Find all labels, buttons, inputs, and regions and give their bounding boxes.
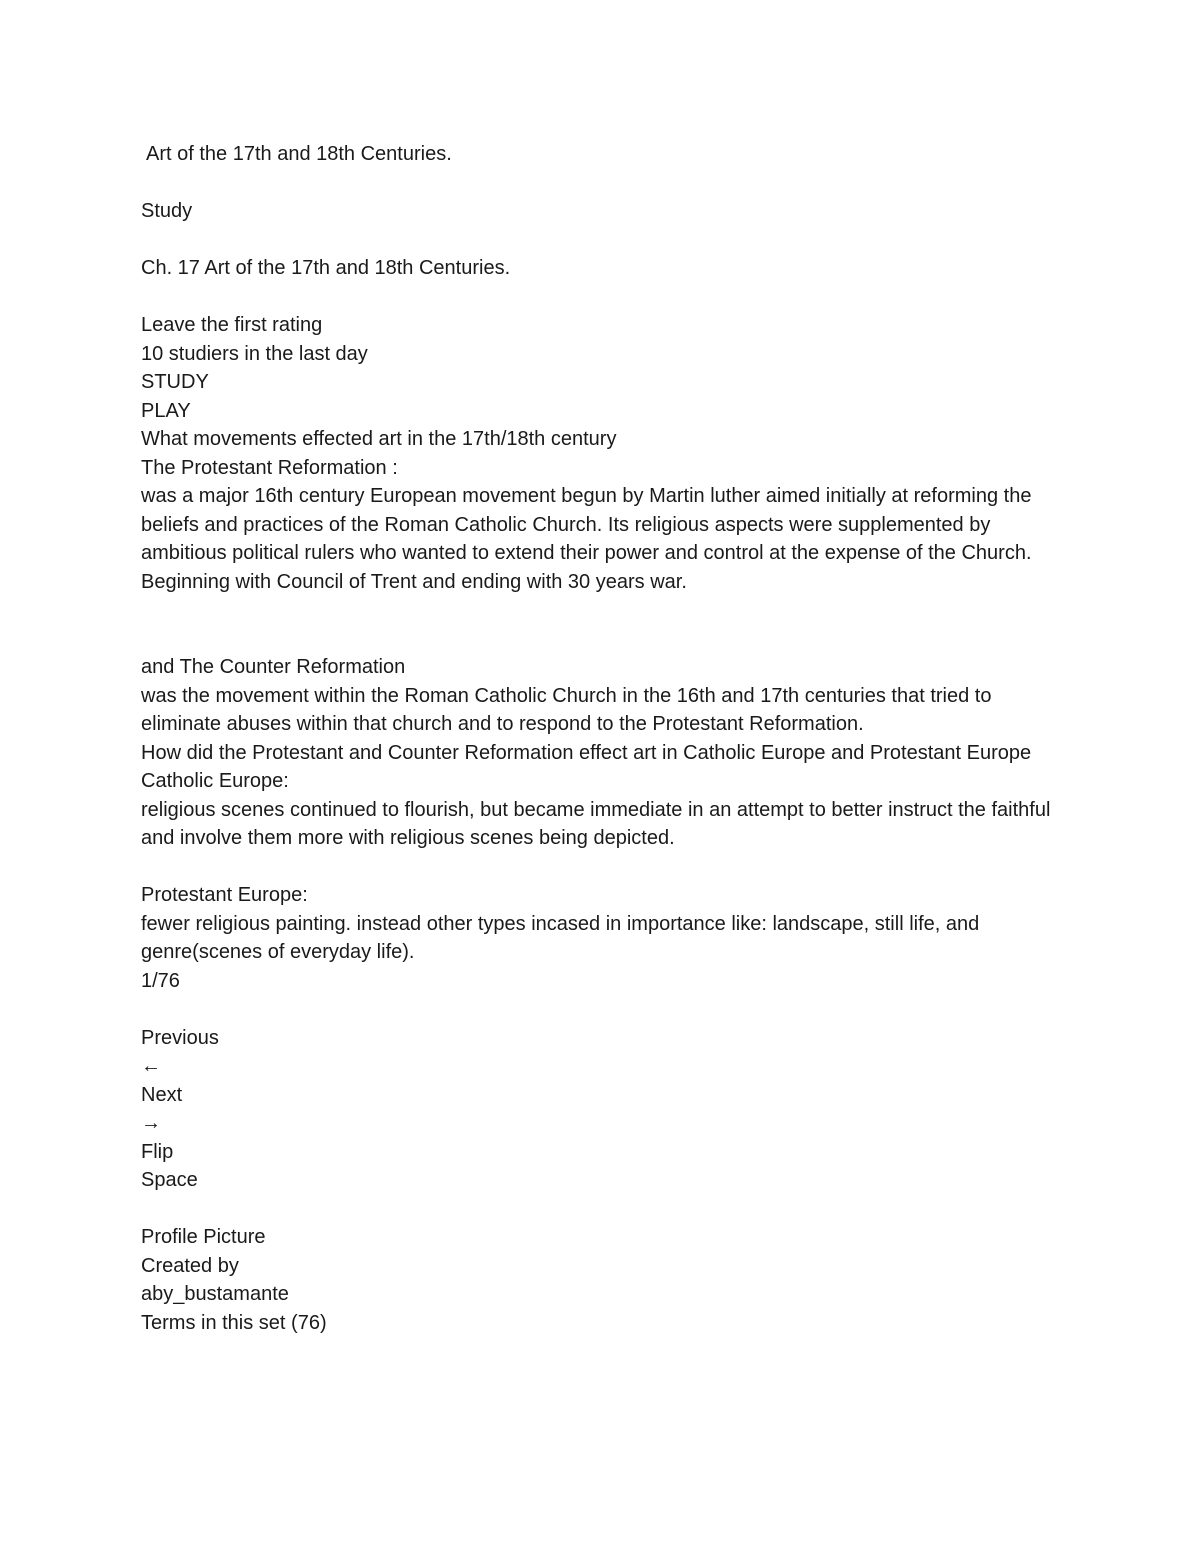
spacer xyxy=(141,995,1071,1024)
spacer xyxy=(141,169,1071,198)
study-mode-button[interactable]: STUDY xyxy=(141,371,209,393)
answer-heading-counter-reformation: and The Counter Reformation xyxy=(141,656,406,678)
catholic-europe-heading: Catholic Europe: xyxy=(141,770,289,792)
studiers-count: 10 studiers in the last day xyxy=(141,342,368,365)
terms-count: Terms in this set (76) xyxy=(141,1311,327,1334)
flip-button[interactable]: Flip xyxy=(141,1140,174,1163)
card-counter: 1/76 xyxy=(141,969,180,992)
card-question-2: How did the Protestant and Counter Reformation effect art in Catholic Europe and Protestant Europe xyxy=(141,741,1032,764)
document-page xyxy=(141,140,1071,1337)
spacer xyxy=(141,596,1071,653)
spacer xyxy=(141,853,1071,882)
rating-prompt[interactable]: Leave the first rating xyxy=(141,314,323,336)
creator-username-link[interactable]: aby_bustamante xyxy=(141,1283,289,1305)
study-link[interactable]: Study xyxy=(141,200,193,222)
next-button[interactable]: Next xyxy=(141,1083,183,1106)
protestant-europe-body: fewer religious painting. instead other types incased in importance like: landscape, still life, and genre(scenes of everyday life). xyxy=(141,912,985,963)
flip-shortcut-key: Space xyxy=(141,1169,198,1191)
spacer xyxy=(141,1195,1071,1224)
avatar: Profile Picture xyxy=(141,1226,266,1248)
answer-body-counter-reformation: was the movement within the Roman Catholic Church in the 16th and 17th centuries that tried to eliminate abuses within that church and to respond to the Protestant Reformation. xyxy=(141,684,998,735)
previous-button[interactable]: Previous xyxy=(141,1026,219,1049)
created-by-label: Created by xyxy=(141,1254,239,1277)
protestant-europe-heading: Protestant Europe: xyxy=(141,884,308,906)
page-title: Art of the 17th and 18th Centuries. xyxy=(146,143,452,165)
left-arrow-icon[interactable]: ← xyxy=(141,1055,161,1077)
right-arrow-icon[interactable]: → xyxy=(141,1112,161,1134)
play-mode-button[interactable]: PLAY xyxy=(141,399,191,422)
spacer xyxy=(141,283,1071,312)
card-question: What movements effected art in the 17th/18th century xyxy=(141,428,617,450)
spacer xyxy=(141,226,1071,255)
answer-heading-protestant-reformation: The Protestant Reformation : xyxy=(141,456,398,479)
set-title: Ch. 17 Art of the 17th and 18th Centuries. xyxy=(141,257,511,279)
catholic-europe-body: religious scenes continued to flourish, but became immediate in an attempt to better instruct the faithful and involve them more with religious scenes being depicted. xyxy=(141,798,1056,849)
answer-body-protestant-reformation: was a major 16th century European movement begun by Martin luther aimed initially at reforming the beliefs and practices of the Roman Catholic Church. Its religious aspects were supplemented by ambitious political rulers who wanted to extend their power and control at the expense of the Church. Beginning with Council of Trent and ending with 30 years war. xyxy=(141,485,1038,593)
